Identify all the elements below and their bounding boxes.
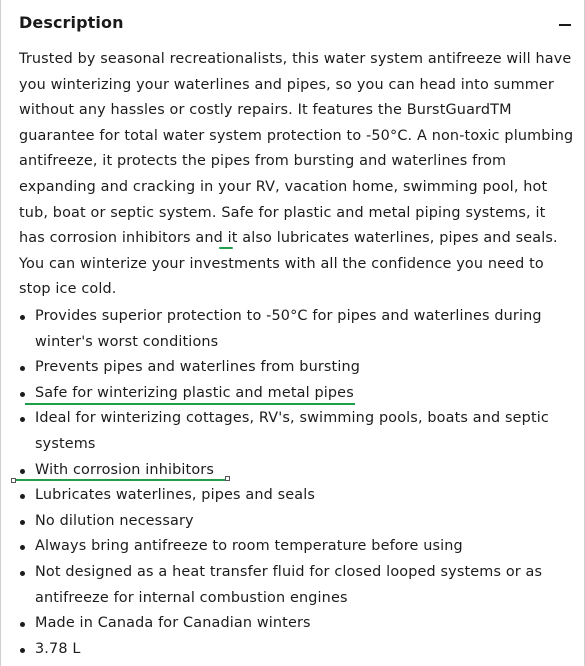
list-item: [19, 611, 575, 637]
description-paragraph: [19, 47, 575, 303]
list-item-text: Lubricates waterlines, pipes and seals: [35, 487, 316, 504]
list-item-text: Prevents pipes and waterlines from bursting: [35, 359, 361, 376]
highlight-underline-pipes: [25, 403, 355, 405]
list-item-text: 3.78 L: [35, 640, 81, 657]
selection-handle-start[interactable]: [11, 478, 16, 483]
list-item: [19, 406, 575, 457]
paragraph-text: Trusted by seasonal recreationalists, this water system antifreeze will have you winterizing your waterlines and pipes, so you can head into summer without any hassles or costly repairs. It features the BurstGuardTM guarantee for total water system protection to -50°C. A non-toxic plumbing antifreeze, it protects the pipes from bursting and waterlines from expanding and cracking in your RV, vacation home, swimming pool, hot tub, boat or septic system.: [19, 51, 574, 221]
list-item-text: No dilution necessary: [35, 512, 194, 529]
feature-list: [19, 304, 575, 662]
description-header[interactable]: [19, 10, 571, 40]
list-item-text: Ideal for winterizing cottages, RV's, swimming pools, boats and septic systems: [35, 410, 549, 452]
list-item-text: Provides superior protection to -50°C for pipes and waterlines during winter's worst conditions: [35, 308, 542, 350]
highlight-underline-corrosion: [14, 479, 228, 481]
minus-icon[interactable]: [559, 24, 571, 26]
highlighted-text: Safe for plastic and metal piping systems, it has corrosion inhibitors: [19, 204, 546, 247]
paragraph-text-end: and it also lubricates waterlines, pipes and seals. You can winterize your investments with all the confidence you need to stop ice cold.: [19, 230, 558, 298]
list-item: [19, 560, 575, 611]
section-title: Description: [19, 13, 124, 32]
list-item: [19, 509, 575, 535]
list-item-text: Made in Canada for Canadian winters: [35, 615, 311, 632]
list-item-text: Not designed as a heat transfer fluid for closed looped systems or as antifreeze for internal combustion engines: [35, 563, 543, 606]
list-item: [19, 534, 575, 560]
list-item: [19, 355, 575, 381]
list-item: [19, 637, 575, 663]
list-item-text: With corrosion inhibitors: [35, 461, 215, 478]
list-item: [19, 483, 575, 509]
list-item-text: Always bring antifreeze to room temperature before using: [35, 538, 463, 555]
list-item-text: Safe for winterizing plastic and metal pipes: [35, 384, 354, 401]
list-item: [19, 304, 575, 355]
selection-handle-end[interactable]: [225, 476, 230, 481]
